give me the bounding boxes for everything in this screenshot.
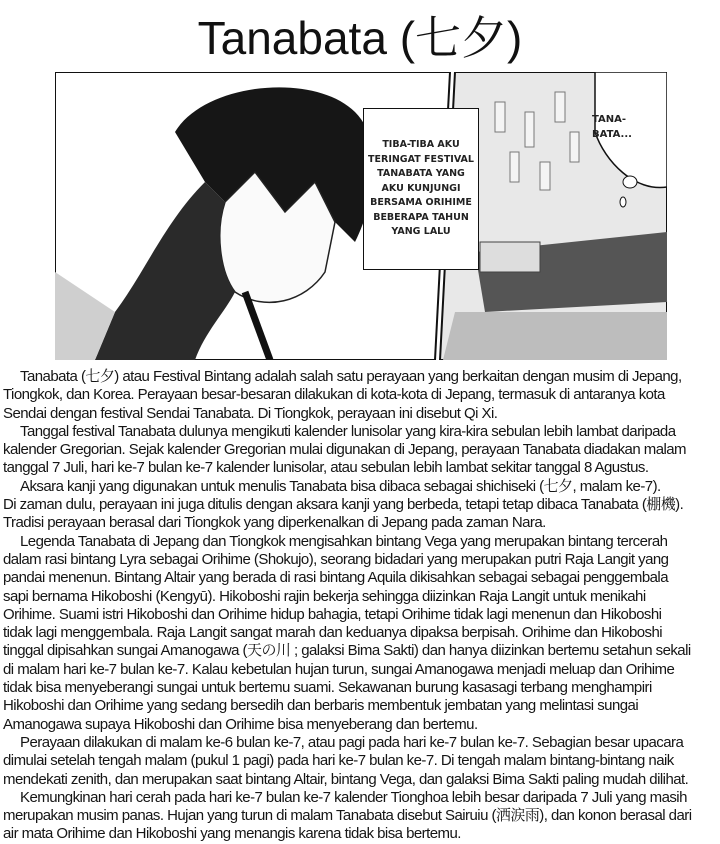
paragraph-line: Tanggal festival Tanabata dulunya mengikuti kalender lunisolar yang kira-kira sebulan lebih lambat daripada (20, 422, 676, 440)
paragraph-line: tidak bisa menyeberangi sungai untuk bertemu suami. Sekawanan burung kasasagi terbang menghampiri (3, 679, 652, 697)
bubble-text (592, 112, 632, 142)
paragraph (3, 368, 719, 423)
narration-box (363, 108, 479, 270)
paragraph-line: Perayaan dilakukan di malam ke-6 bulan ke-7, atau pagi pada hari ke-7 bulan ke-7. Sebagian besar upacara (20, 733, 684, 751)
caption-line: BERSAMA ORIHIME (370, 197, 472, 209)
bubble-line: BATA... (592, 129, 632, 140)
paragraph-line: Orihime. Suami istri Hikoboshi dan Orihime hidup bahagia, tetapi Orihime tidak lagi menenun dan Hikoboshi (3, 605, 662, 623)
manga-panels (55, 72, 667, 360)
floor (443, 312, 667, 360)
paragraph-line: Hikoboshi dan Orihime yang sedang bersedih dan berbaris membentuk jembatan yang melintasi sungai (3, 697, 639, 715)
paragraph-line: mendekati zenith, dan merupakan saat bintang Altair, bintang Vega, dan galaksi Bima Sakti paling mudah dilihat. (3, 770, 689, 788)
paragraph-line: Tradisi perayaan berasal dari Tiongkok yang diperkenalkan di Jepang pada zaman Nara. (3, 514, 546, 532)
paragraph-line: dimulai setelah tengah malam (pukul 1 pagi) pada hari ke-7 bulan ke-7. Di tengah malam bintang-bintang naik (3, 752, 674, 770)
article-body (3, 368, 719, 844)
paragraph-line: Di zaman dulu, perayaan ini juga ditulis dengan aksara kanji yang berbeda, tetapi tetap dibaca Tanabata (棚機). (3, 496, 684, 514)
thought-dot (623, 176, 637, 188)
paragraph-line: Tiongkok, dan Korea. Perayaan besar-besaran dilakukan di kota-kota di Jepang, termasuk di antaranya kota (3, 386, 665, 404)
paragraph (3, 789, 719, 844)
paragraph-line: di malam hari ke-7 bulan ke-7. Kalau kebetulan hujan turun, sungai Amanogawa menjadi meluap dan Orihime (3, 660, 675, 678)
paragraph-line: Aksara kanji yang digunakan untuk menulis Tanabata bisa dibaca sebagai shichiseki (七夕, malam ke-7). (20, 477, 661, 495)
paragraph-line: Sendai dengan festival Sendai Tanabata. Di Tiongkok, perayaan ini disebut Qi Xi. (3, 404, 498, 422)
paragraph-line: merupakan musim panas. Hujan yang turun di malam Tanabata disebut Sairuiu (洒涙雨), dan konon berasal dari (3, 807, 692, 825)
paragraph-line: tinggal dipisahkan sungai Amanogawa (天の川 ; galaksi Bima Sakti) dan hanya diizinkan bertemu setahun sekali (3, 642, 691, 660)
manga-illustration (55, 72, 667, 360)
paragraph (3, 734, 719, 789)
paragraph-line: tanggal 7 Juli, hari ke-7 bulan ke-7 kalender lunisolar, atau sebulan lebih lambat sekitar tanggal 8 Agustus. (3, 459, 649, 477)
paragraph-line: pandai menenun. Bintang Altair yang berada di rasi bintang Aquila dikisahkan sebagai sebagai penggembala (3, 569, 668, 587)
paragraph-line: Legenda Tanabata di Jepang dan Tiongkok mengisahkan bintang Vega yang merupakan bintang tercerah (20, 532, 668, 550)
paragraph-line: Tanabata (七夕) atau Festival Bintang adalah salah satu perayaan yang berkaitan dengan musim di Jepang, (20, 368, 682, 385)
bubble-line: TANA- (592, 114, 627, 125)
page-title: Tanabata (七夕) (197, 12, 523, 64)
caption-line: TIBA-TIBA AKU (382, 139, 460, 151)
paragraph (3, 423, 719, 478)
paragraph-line: air mata Orihime dan Hikoboshi yang menangis karena tidak bisa bertemu. (3, 825, 461, 843)
paragraph-line: Kemungkinan hari cerah pada hari ke-7 bulan ke-7 kalender Tionghoa lebih besar daripada 7 Juli yang masih (20, 788, 687, 806)
caption-line: YANG LALU (391, 226, 451, 238)
paragraph-line: Amanogawa supaya Hikoboshi dan Orihime bisa menyeberang dan bertemu. (3, 715, 478, 733)
box (480, 242, 540, 272)
thought-dot (620, 197, 626, 207)
paragraph-line: sapi bernama Hikoboshi (Kengyū). Hikoboshi rajin bekerja sehingga diizinkan Raja Langit untuk menikahi (3, 587, 646, 605)
caption-line: TERINGAT FESTIVAL (368, 153, 474, 165)
paragraph (3, 478, 719, 533)
caption-line: TANABATA YANG (377, 168, 465, 180)
paragraph-line: dalam rasi bintang Lyra sebagai Orihime (Shokujo), seorang bidadari yang merupakan putri Raja Langit yang (3, 550, 669, 568)
caption-line: BEBERAPA TAHUN (373, 211, 469, 223)
caption-line: AKU KUNJUNGI (381, 182, 461, 194)
paragraph (3, 533, 719, 734)
paragraph-line: tidak lagi menggembala. Raja Langit sangat marah dan keduanya dipaksa berpisah. Orihime dan Hikoboshi (3, 624, 663, 642)
paragraph-line: kalender Gregorian. Sejak kalender Gregorian mulai digunakan di Jepang, perayaan Tanabata diadakan malam (3, 441, 687, 459)
